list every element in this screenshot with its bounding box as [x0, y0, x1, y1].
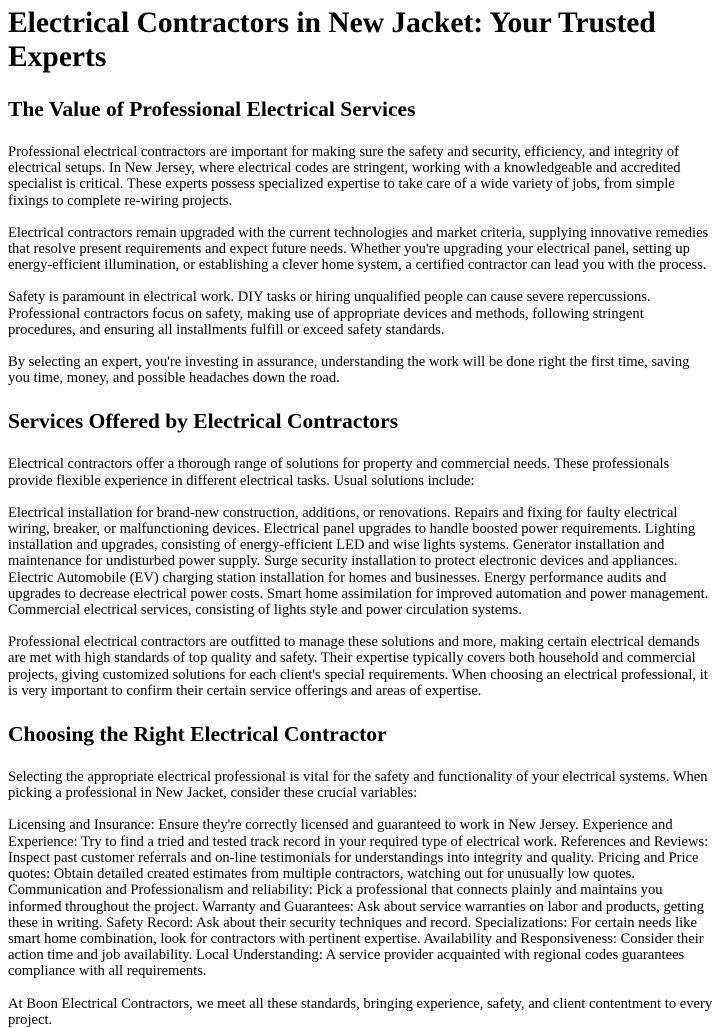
paragraph: Professional electrical contractors are outfitted to manage these solutions and more, making certain electrical demands are met with high standards of top quality and safety. Their expertise typically covers both household and commercial projects, giving customized solutions for each client's special requirements. When choosing an electrical professional, it is very important to confirm their certain service offerings and areas of expertise.: [8, 634, 708, 699]
paragraph: Selecting the appropriate electrical professional is vital for the safety and functionality of your electrical systems. When picking a professional in New Jacket, consider these crucial variables:: [8, 769, 708, 802]
paragraph: Electrical contractors remain upgraded with the current technologies and market criteria, supplying innovative remedies that resolve present requirements and expect future needs. Whether you're upgrading your electrical panel, setting up energy-efficient illumination, or establishing a clever home system, a certified contractor can lead you with the process.: [8, 224, 709, 274]
section-heading: Choosing the Right Electrical Contractor: [8, 722, 387, 747]
paragraph: Safety is paramount in electrical work. DIY tasks or hiring unqualified people can cause severe repercussions. Professional contractors focus on safety, making use of appropriate devices and methods, following stringent procedures, and ensuring all installments fulfill or exceed safety standards.: [8, 289, 651, 338]
paragraph: Electrical installation for brand-new construction, additions, or renovations. Repairs and fixing for faulty electrical wiring, breaker, or malfunctioning devices. Electrical panel upgrades to handle boosted power requirements. Lighting installation and upgrades, consisting of energy-efficient LED and wise lights systems. Generator installation and maintenance for undisturbed power supply. Surge security installation to protect electronic devices and appliances. Electric Automobile (EV) charging station installation for homes and businesses. Energy performance audits and upgrades to decrease electrical power costs. Smart home assimilation for improved automation and power management. Commercial electrical services, consisting of lights style and power circulation systems.: [8, 504, 709, 619]
paragraph: Licensing and Insurance: Ensure they're correctly licensed and guaranteed to work in New Jersey. Experience and Experience: Try to find a tried and tested track record in your required type of electrical work. References and Reviews: Inspect past customer referrals and on-line testimonials for understandings into integrity and quality. Pricing and Price quotes: Obtain detailed created estimates from multiple contractors, watching out for unusually low quotes. Communication and Professionalism and reliability: Pick a professional that connects plainly and maintains you informed throughout the project. Warranty and Guarantees: Ask about service warranties on labor and products, getting these in writing. Safety Record: Ask about their security techniques and record. Specializations: For certain needs like smart home combination, look for contractors with pertinent expertise. Availability and Responsiveness: Consider their action time and job availability. Local Understanding: A service provider acquainted with regional codes guarantees compliance with all requirements.: [8, 817, 709, 980]
section-value-of-professional-services: [8, 96, 714, 386]
paragraph: Professional electrical contractors are important for making sure the safety and security, efficiency, and integrity of electrical setups. In New Jersey, where electrical codes are stringent, working with a knowledgeable and accredited specialist is critical. These experts possess specialized expertise to take care of a wide variety of jobs, from simple fixings to complete re-wiring projects.: [8, 144, 681, 209]
section-heading: The Value of Professional Electrical Services: [8, 97, 416, 121]
section-heading: Services Offered by Electrical Contractors: [8, 409, 399, 434]
paragraph: At Boon Electrical Contractors, we meet all these standards, bringing experience, safety, and client contentment to every project.: [8, 995, 713, 1028]
article: [0, 6, 714, 1028]
page-title: Electrical Contractors in New Jacket: Your Trusted Experts: [8, 7, 656, 73]
section-services-offered: [8, 408, 714, 699]
paragraph: By selecting an expert, you're investing in assurance, understanding the work will be done right the first time, saving you time, money, and possible headaches down the road.: [8, 354, 690, 387]
section-choosing-contractor: [8, 721, 714, 1028]
paragraph: Electrical contractors offer a thorough range of solutions for property and commercial needs. These professionals provide flexible experience in different electrical tasks. Usual solutions include:: [8, 456, 670, 489]
